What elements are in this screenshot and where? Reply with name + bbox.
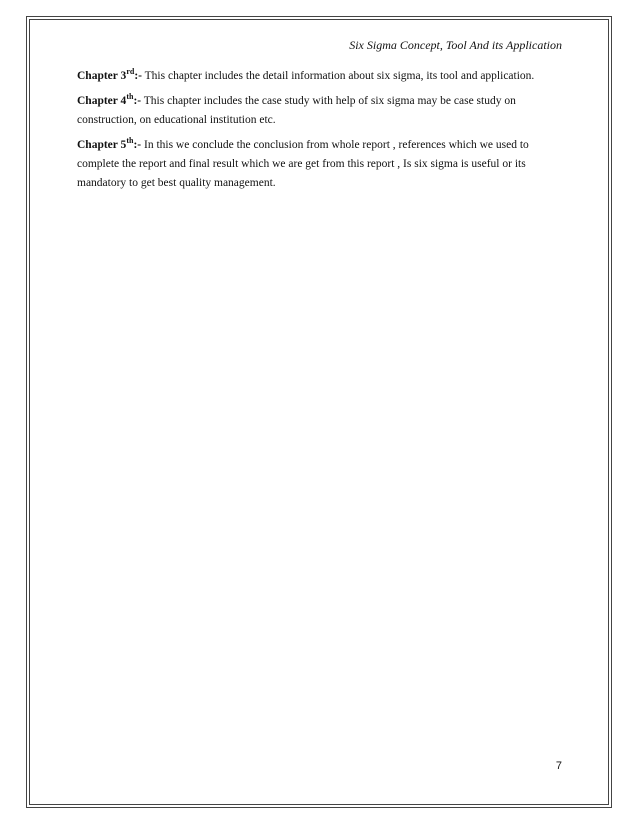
chapter-5-label: Chapter 5th:- xyxy=(77,136,142,151)
document-body xyxy=(77,67,557,199)
chapter-4-text: This chapter includes the case study with help of six sigma may be case study on construction, on educational institution etc. xyxy=(77,95,516,126)
chapter-4-label: Chapter 4th:- xyxy=(77,92,142,107)
chapter-5-paragraph xyxy=(77,136,557,193)
chapter-5-text: In this we conclude the conclusion from whole report , references which we used to complete the report and final result which we are get from this report , Is six sigma is useful or its mandatory to get best quality management. xyxy=(77,139,529,189)
chapter-4-paragraph xyxy=(77,92,557,130)
chapter-3-paragraph xyxy=(77,67,557,86)
running-header: Six Sigma Concept, Tool And its Application xyxy=(349,38,562,52)
chapter-3-text: This chapter includes the detail information about six sigma, its tool and application. xyxy=(141,70,535,82)
chapter-3-label: Chapter 3rd:- xyxy=(77,67,142,82)
page-number: 7 xyxy=(555,760,562,772)
